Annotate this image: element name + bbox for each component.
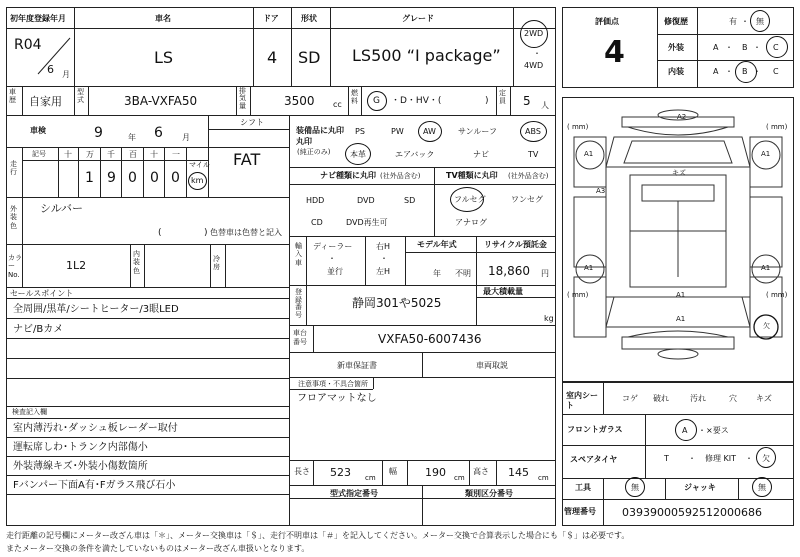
- navi-sub: (社外品含む): [380, 172, 421, 180]
- navi-dvd-play: DVD再生可: [346, 218, 388, 227]
- seat-tear: 破れ: [653, 394, 669, 403]
- category-label: 車歴: [9, 88, 16, 104]
- tv-oneseg: ワンセグ: [511, 195, 543, 204]
- equip-tv: TV: [528, 150, 539, 159]
- length-value: 523: [330, 466, 351, 479]
- import-dot: ・: [328, 254, 336, 263]
- mileage-mark-label: 記号: [32, 150, 46, 158]
- ext-sep1: ・: [725, 43, 733, 52]
- ext-a: A: [713, 43, 719, 52]
- width-value: 190: [425, 466, 446, 479]
- first-reg-era: R04: [14, 37, 42, 53]
- equip-ps: PS: [355, 127, 365, 136]
- diag-mm-4: ( mm): [766, 291, 788, 299]
- equip-airbag: エアバック: [395, 150, 435, 159]
- import-label: 輸入車: [295, 242, 302, 267]
- int-c: C: [773, 67, 779, 76]
- model-year-unknown: 不明: [455, 269, 471, 278]
- shift: FAT: [233, 150, 261, 169]
- repair-no: 無: [756, 17, 764, 26]
- repair-sep: ・: [741, 17, 749, 26]
- car-damage-diagram: [562, 97, 794, 382]
- mileage-digit-2: 9: [107, 170, 116, 186]
- int-b: B: [742, 67, 748, 76]
- model-name: LS: [154, 48, 174, 67]
- inspector-note-2: 運転席しわ･トランク内部傷小: [13, 442, 148, 453]
- mgmt-value: 03939000592512000686: [622, 506, 762, 519]
- repair-yes: 有: [729, 17, 737, 26]
- equipment-sub-label: (純正のみ): [297, 148, 331, 156]
- model-code: 3BA-VXFA50: [124, 94, 198, 108]
- inspection-month: 6: [154, 125, 163, 141]
- interior-seat-label: 室内シート: [566, 391, 598, 411]
- model-year-label: モデル年式: [417, 240, 457, 249]
- int-sep1: ・: [725, 67, 733, 76]
- width-unit: cm: [454, 474, 465, 482]
- import-dot2: ・: [380, 254, 388, 263]
- spare-label: スペアタイヤ: [570, 455, 618, 464]
- chassis-label: 車台番号: [293, 329, 307, 347]
- seat-scratch: キズ: [756, 394, 772, 403]
- grade-name: LS500 “I package”: [352, 46, 501, 65]
- int-sep2: ・: [753, 67, 761, 76]
- equipment-label: 装備品に丸印: [296, 126, 344, 135]
- mileage-digit-5: 0: [171, 170, 180, 186]
- equip-leather: 本革: [350, 150, 366, 159]
- fuel-label: 燃料: [351, 89, 358, 105]
- tv-fullseg: フルセグ: [454, 195, 486, 204]
- new-car-warranty: 新車保証書: [337, 361, 377, 370]
- diag-mm-3: ( mm): [567, 291, 589, 299]
- equip-sunroof: サンルーフ: [458, 127, 497, 136]
- diag-a2: A2: [677, 113, 687, 121]
- int-a: A: [713, 67, 719, 76]
- navi-sd: SD: [404, 196, 416, 205]
- shift-label: シフト: [240, 118, 264, 127]
- registration-label: 登録番号: [295, 288, 302, 320]
- spare-dot2: ・: [745, 454, 753, 463]
- jack-label: ジャッキ: [684, 483, 716, 492]
- equipment-maru: 丸印: [296, 137, 312, 146]
- navi-label: ナビ種類に丸印: [320, 171, 376, 180]
- tv-sub: (社外品含む): [508, 172, 549, 180]
- drive-2wd: 2WD: [524, 29, 544, 38]
- import-dealer: ディーラー: [313, 242, 353, 251]
- capacity-unit: 人: [541, 101, 549, 110]
- digit-label-2: 千: [107, 150, 115, 159]
- navi-dvd: DVD: [357, 196, 375, 205]
- caution-label: 注意事項・不具合箇所: [298, 380, 368, 388]
- spare-t: T: [664, 454, 669, 463]
- digit-label-0: 十: [64, 150, 72, 159]
- recycle-label: リサイクル預託金: [484, 240, 547, 249]
- capacity: 5: [523, 94, 531, 108]
- inspector-note-1: 室内薄汚れ･ダッシュ板レーダー取付: [13, 423, 178, 434]
- mgmt-label: 管理番号: [564, 507, 596, 516]
- seat-dirt: 汚れ: [690, 394, 706, 403]
- diag-a1-fr: A1: [761, 150, 771, 158]
- inspection-month-unit: 月: [182, 133, 190, 142]
- recycle-value: 18,860: [488, 264, 530, 278]
- diag-mm-2: ( mm): [766, 123, 788, 131]
- mileage-digit-1: 1: [85, 170, 94, 186]
- import-parallel: 並行: [327, 267, 343, 276]
- capacity-label: 定員: [499, 89, 506, 105]
- equip-pw: PW: [391, 127, 404, 136]
- windshield-a: A: [682, 426, 688, 435]
- category-number-label: 類別区分番号: [465, 489, 513, 498]
- exterior-label: 外装色: [10, 205, 17, 230]
- tools-value: 無: [631, 483, 639, 492]
- inspection-year-unit: 年: [128, 133, 136, 142]
- tv-analog: アナログ: [455, 218, 487, 227]
- mileage-digit-3: 0: [128, 170, 137, 186]
- equip-navi: ナビ: [473, 150, 489, 159]
- exterior-note: 色替車は色替と記入: [210, 228, 282, 237]
- chassis-value: VXFA50-6007436: [378, 332, 482, 346]
- jack-value: 無: [758, 483, 766, 492]
- windshield-label: フロントガラス: [567, 425, 623, 434]
- displacement: 3500: [284, 94, 315, 108]
- tv-label: TV種類に丸印: [446, 171, 498, 180]
- mileage-digit-4: 0: [150, 170, 159, 186]
- model-code-label: 型式: [77, 88, 84, 104]
- diag-missing: 欠: [763, 322, 770, 330]
- diag-a1-rl: A1: [584, 264, 594, 272]
- model-name-label: 車名: [155, 14, 171, 23]
- repair-label: 修復歴: [664, 17, 688, 26]
- model-year-unit: 年: [433, 269, 441, 278]
- type-designation-label: 型式指定番号: [330, 489, 378, 498]
- drive-dot: ・: [533, 49, 541, 58]
- door-label: ドア: [263, 14, 279, 23]
- inspection-label: 車検: [30, 126, 46, 135]
- doors: 4: [267, 48, 278, 67]
- digit-label-3: 百: [129, 150, 137, 159]
- diag-a1-fl: A1: [584, 150, 594, 158]
- mileage-label: 走行: [10, 160, 17, 177]
- diag-a1-rr: A1: [761, 264, 771, 272]
- ext-sep2: ・: [753, 43, 761, 52]
- import-left-h: 左H: [376, 267, 391, 276]
- equip-abs: ABS: [525, 127, 541, 136]
- tools-label: 工具: [575, 483, 591, 492]
- recycle-unit: 円: [541, 269, 549, 278]
- equip-aw: AW: [423, 127, 436, 136]
- diag-a1-rear: A1: [676, 315, 686, 323]
- ac-label: 冷房: [213, 255, 220, 272]
- ext-c: C: [773, 43, 779, 52]
- int-label: 内装: [668, 67, 684, 76]
- navi-cd: CD: [311, 218, 323, 227]
- first-reg-month: 6: [47, 63, 54, 76]
- width-label: 幅: [389, 467, 397, 476]
- grade-score: 4: [604, 35, 625, 70]
- diag-mm-1: ( mm): [567, 123, 589, 131]
- spare-kit: 修理 KIT: [705, 454, 737, 463]
- registration-value: 静岡301や5025: [352, 296, 442, 310]
- ext-label: 外装: [668, 43, 684, 52]
- inspection-year: 9: [94, 125, 103, 141]
- spare-missing: 欠: [762, 454, 770, 463]
- interior-color-label: 内装色: [133, 250, 140, 275]
- selling-points-label: セールスポイント: [10, 289, 74, 298]
- length-label: 長さ: [294, 467, 310, 476]
- digit-label-4: 十: [150, 150, 158, 159]
- mile-label: マイル: [189, 161, 210, 169]
- displacement-unit: cc: [333, 100, 342, 109]
- diag-a3: A3: [596, 187, 606, 195]
- height-label: 高さ: [473, 467, 489, 476]
- ext-b: B: [742, 43, 748, 52]
- digit-label-1: 万: [86, 150, 94, 159]
- inspector-note-3: 外装薄線キズ･外装小傷数箇所: [13, 461, 148, 472]
- height-unit: cm: [538, 474, 549, 482]
- caution-value: フロアマットなし: [297, 393, 377, 404]
- exterior-note-open: (: [158, 228, 162, 238]
- digit-label-5: 一: [172, 150, 180, 159]
- vehicle-manual: 車両取説: [476, 361, 508, 370]
- max-load-label: 最大積載量: [483, 287, 523, 296]
- shape: SD: [298, 48, 321, 67]
- diag-a1-bumper: A1: [676, 291, 686, 299]
- height-value: 145: [508, 466, 529, 479]
- footer-line-1: 走行距離の記号欄にメーター改ざん車は「＊」、メーター交換車は「＄」、走行不明車は「＃」を記入してください。メーター交換で合算表示した場合にも「＄」は必要です。: [6, 531, 630, 540]
- first-reg-month-unit: 月: [62, 70, 70, 79]
- diag-scratch: キズ: [672, 169, 686, 177]
- max-load-unit: kg: [544, 314, 554, 323]
- drive-4wd: 4WD: [524, 61, 544, 70]
- exterior-note-close: ): [204, 228, 208, 238]
- grade-score-label: 評価点: [595, 17, 619, 26]
- spare-dot1: ・: [688, 454, 696, 463]
- fuel-g: G: [373, 96, 380, 106]
- fuel-close: ): [485, 96, 489, 106]
- seat-hole: 穴: [729, 394, 737, 403]
- km-label: km: [191, 176, 204, 185]
- fuel-rest: ・D・HV・(: [391, 96, 442, 106]
- selling-point-line-1: 全周囲/黒革/シートヒーター/3眼LED: [13, 304, 179, 315]
- color-no-label: カラーNo.: [8, 254, 22, 279]
- navi-hdd: HDD: [306, 196, 325, 205]
- selling-point-line-2: ナビ/Bカメ: [13, 324, 64, 335]
- displacement-label: 排気量: [239, 87, 246, 110]
- windshield-rest: ・×要ス: [698, 426, 729, 435]
- seat-burn: コゲ: [622, 394, 638, 403]
- inspector-notes-label: 検査記入欄: [12, 408, 47, 416]
- grade-label: グレード: [402, 14, 434, 23]
- color-no: 1L2: [66, 259, 87, 272]
- category: 自家用: [29, 95, 62, 108]
- footer-line-2: またメーター交換の条件を満たしていないものはメーター改ざん車扱いとなります。: [6, 544, 310, 553]
- exterior-color: シルバー: [40, 202, 83, 215]
- shape-label: 形状: [301, 14, 317, 23]
- import-right-h: 右H: [376, 242, 391, 251]
- inspector-note-4: Fバンパー下面A有･Fガラス飛び石小: [13, 480, 176, 491]
- length-unit: cm: [365, 474, 376, 482]
- first-reg-label: 初年度登録年月: [10, 14, 66, 23]
